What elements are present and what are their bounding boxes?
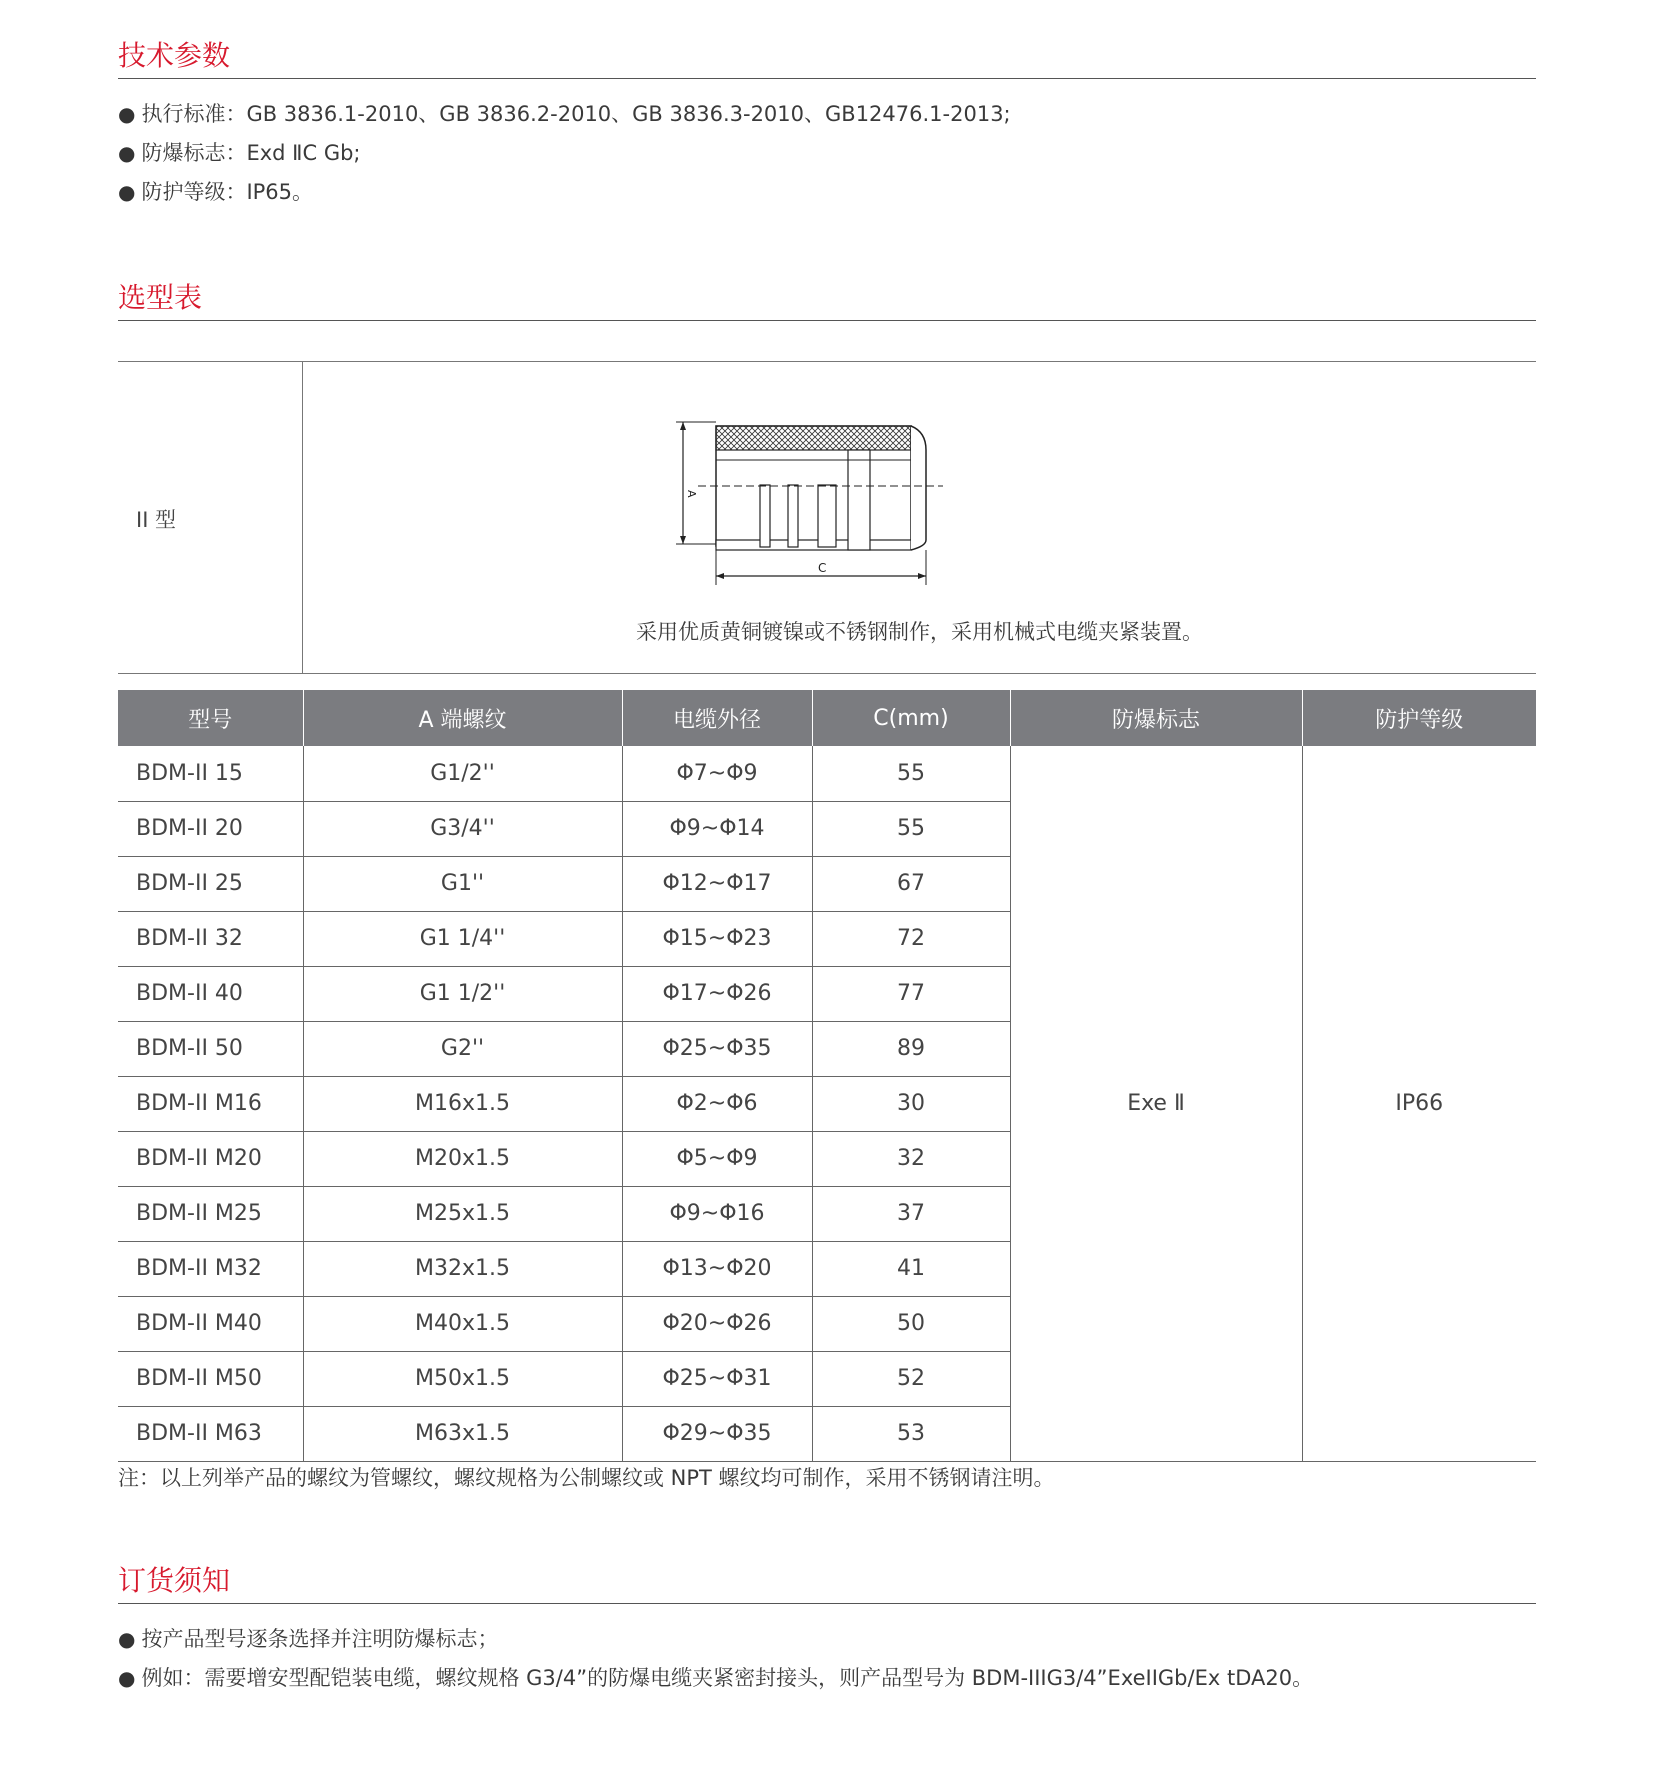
tech-item-ex-mark: ● 防爆标志：Exd ⅡC Gb; xyxy=(118,134,1536,173)
selection-table xyxy=(118,690,1536,1462)
cell-model: BDM-II 25 xyxy=(118,856,303,911)
cell-c: 30 xyxy=(812,1076,1010,1131)
cell-ex-mark: Exe Ⅱ xyxy=(1010,746,1302,1461)
col-header-thread: A 端螺纹 xyxy=(303,690,622,746)
section-selection-title: 选型表 xyxy=(118,281,203,314)
cell-model: BDM-II 50 xyxy=(118,1021,303,1076)
cell-c: 77 xyxy=(812,966,1010,1021)
order-item-select: ● 按产品型号逐条选择并注明防爆标志； xyxy=(118,1620,1536,1659)
col-header-ip: 防护等级 xyxy=(1302,690,1536,746)
cell-thread: M50x1.5 xyxy=(303,1351,622,1406)
cell-cable-od: Φ15~Φ23 xyxy=(622,911,812,966)
cell-c: 55 xyxy=(812,746,1010,801)
cell-c: 52 xyxy=(812,1351,1010,1406)
section-order-title: 订货须知 xyxy=(118,1564,231,1597)
section-selection-header xyxy=(118,280,1536,321)
cell-c: 32 xyxy=(812,1131,1010,1186)
cell-thread: M16x1.5 xyxy=(303,1076,622,1131)
cell-thread: M20x1.5 xyxy=(303,1131,622,1186)
cell-cable-od: Φ7~Φ9 xyxy=(622,746,812,801)
cell-thread: G1/2'' xyxy=(303,746,622,801)
section-order-header xyxy=(118,1563,1536,1604)
cell-cable-od: Φ2~Φ6 xyxy=(622,1076,812,1131)
product-block xyxy=(118,361,1536,674)
cell-thread: M63x1.5 xyxy=(303,1406,622,1461)
cell-c: 53 xyxy=(812,1406,1010,1461)
cell-model: BDM-II 15 xyxy=(118,746,303,801)
cell-c: 37 xyxy=(812,1186,1010,1241)
cell-c: 67 xyxy=(812,856,1010,911)
cell-thread: M32x1.5 xyxy=(303,1241,622,1296)
cell-cable-od: Φ9~Φ14 xyxy=(622,801,812,856)
cable-gland-diagram xyxy=(668,410,1058,590)
cell-thread: G1 1/4'' xyxy=(303,911,622,966)
cell-thread: G2'' xyxy=(303,1021,622,1076)
cell-model: BDM-II M25 xyxy=(118,1186,303,1241)
tech-item-ip: ● 防护等级：IP65。 xyxy=(118,173,1536,212)
section-tech-title: 技术参数 xyxy=(118,39,231,72)
cell-model: BDM-II 20 xyxy=(118,801,303,856)
cell-thread: G3/4'' xyxy=(303,801,622,856)
cell-cable-od: Φ5~Φ9 xyxy=(622,1131,812,1186)
cell-thread: M25x1.5 xyxy=(303,1186,622,1241)
cell-c: 50 xyxy=(812,1296,1010,1351)
cell-c: 89 xyxy=(812,1021,1010,1076)
cell-cable-od: Φ20~Φ26 xyxy=(622,1296,812,1351)
col-header-ex-mark: 防爆标志 xyxy=(1010,690,1302,746)
order-item-example: ● 例如：需要增安型配铠装电缆，螺纹规格 G3/4”的防爆电缆夹紧密封接头，则产品型号为 BDM-IIIG3/4”ExeIIGb/Ex tDA20。 xyxy=(118,1659,1536,1698)
col-header-c: C(mm) xyxy=(812,690,1010,746)
cell-cable-od: Φ9~Φ16 xyxy=(622,1186,812,1241)
cell-model: BDM-II M50 xyxy=(118,1351,303,1406)
cell-model: BDM-II M20 xyxy=(118,1131,303,1186)
cell-c: 55 xyxy=(812,801,1010,856)
type-label: II 型 xyxy=(136,508,177,532)
cell-thread: G1 1/2'' xyxy=(303,966,622,1021)
table-row xyxy=(118,746,1536,801)
tech-list xyxy=(118,95,1536,212)
type-cell xyxy=(118,362,303,673)
dim-a-label: A xyxy=(685,490,698,498)
tech-item-standard: ● 执行标准：GB 3836.1-2010、GB 3836.2-2010、GB 3836.3-2010、GB12476.1-2013; xyxy=(118,95,1536,134)
cell-cable-od: Φ13~Φ20 xyxy=(622,1241,812,1296)
table-note: 注：以上列举产品的螺纹为管螺纹，螺纹规格为公制螺纹或 NPT 螺纹均可制作，采用不锈钢请注明。 xyxy=(118,1466,1055,1490)
cell-model: BDM-II M16 xyxy=(118,1076,303,1131)
cell-model: BDM-II 32 xyxy=(118,911,303,966)
cell-model: BDM-II M32 xyxy=(118,1241,303,1296)
product-caption: 采用优质黄铜镀镍或不锈钢制作，采用机械式电缆夹紧装置。 xyxy=(636,620,1203,644)
cell-thread: G1'' xyxy=(303,856,622,911)
cell-cable-od: Φ25~Φ35 xyxy=(622,1021,812,1076)
dim-c-label: C xyxy=(818,561,827,575)
col-header-model: 型号 xyxy=(118,690,303,746)
cell-ip-rating: IP66 xyxy=(1302,746,1536,1461)
col-header-cable-od: 电缆外径 xyxy=(622,690,812,746)
cell-c: 41 xyxy=(812,1241,1010,1296)
cell-model: BDM-II 40 xyxy=(118,966,303,1021)
cell-thread: M40x1.5 xyxy=(303,1296,622,1351)
table-header-row xyxy=(118,690,1536,746)
cell-model: BDM-II M40 xyxy=(118,1296,303,1351)
cell-model: BDM-II M63 xyxy=(118,1406,303,1461)
order-list xyxy=(118,1620,1536,1698)
section-tech-header xyxy=(118,38,1536,79)
cell-cable-od: Φ25~Φ31 xyxy=(622,1351,812,1406)
cell-cable-od: Φ12~Φ17 xyxy=(622,856,812,911)
cell-cable-od: Φ29~Φ35 xyxy=(622,1406,812,1461)
cell-c: 72 xyxy=(812,911,1010,966)
cell-cable-od: Φ17~Φ26 xyxy=(622,966,812,1021)
